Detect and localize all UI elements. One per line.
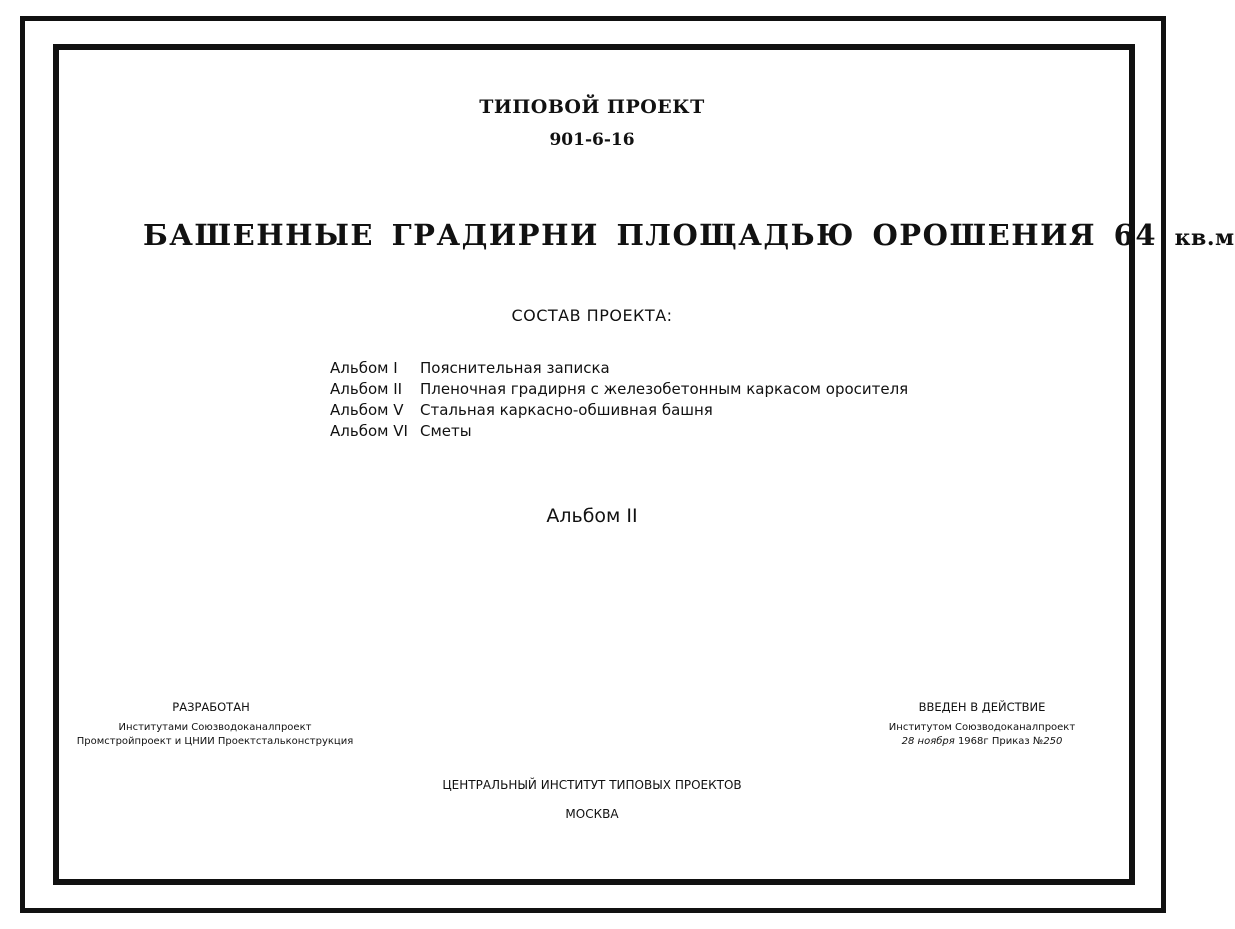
order-label: Приказ № xyxy=(991,736,1044,747)
album-list xyxy=(330,358,908,442)
main-title-unit: кв.м xyxy=(1174,225,1235,251)
album-label: Альбом I xyxy=(330,359,398,377)
main-title xyxy=(143,218,1235,252)
developed-by-block xyxy=(70,700,360,749)
project-type-heading: ТИПОВОЙ ПРОЕКТ xyxy=(479,96,705,118)
introduced-date-line xyxy=(868,735,1096,749)
publisher-city: МОСКВА xyxy=(565,807,619,821)
project-number: 901-6-16 xyxy=(549,130,635,150)
introduced-date-year: 1968г xyxy=(957,736,989,747)
developed-by-line: Промстройпроект и ЦНИИ Проектстальконструкция xyxy=(76,736,354,747)
album-list-item xyxy=(330,358,908,379)
introduced-date-day: 28 xyxy=(901,736,915,747)
album-list-item xyxy=(330,421,908,442)
album-description: Пленочная градирня с железобетонным каркасом оросителя xyxy=(420,380,909,398)
introduced-date-month: ноября xyxy=(917,736,955,747)
album-label: Альбом VI xyxy=(330,422,408,440)
album-description: Пояснительная записка xyxy=(420,359,610,377)
album-description: Стальная каркасно-обшивная башня xyxy=(420,401,713,419)
album-label: Альбом V xyxy=(330,401,404,419)
developed-by-line: Институтами Союзводоканалпроект xyxy=(118,722,312,733)
introduced-block xyxy=(868,700,1096,749)
developed-by-heading: РАЗРАБОТАН xyxy=(172,700,250,714)
introduced-heading: ВВЕДЕН В ДЕЙСТВИЕ xyxy=(918,700,1046,714)
contents-heading: СОСТАВ ПРОЕКТА: xyxy=(511,306,673,325)
inner-frame-border xyxy=(53,44,1135,885)
album-label: Альбом II xyxy=(330,380,403,398)
album-description: Сметы xyxy=(420,422,472,440)
order-number: 250 xyxy=(1043,736,1063,747)
album-list-item xyxy=(330,379,908,400)
main-title-text: БАШЕННЫЕ ГРАДИРНИ ПЛОЩАДЬЮ ОРОШЕНИЯ 64 xyxy=(143,218,1158,252)
album-list-item xyxy=(330,400,908,421)
current-album-label: Альбом II xyxy=(546,505,638,527)
introduced-by-line: Институтом Союзводоканалпроект xyxy=(888,722,1076,733)
publisher-institute: ЦЕНТРАЛЬНЫЙ ИНСТИТУТ ТИПОВЫХ ПРОЕКТОВ xyxy=(442,778,742,792)
